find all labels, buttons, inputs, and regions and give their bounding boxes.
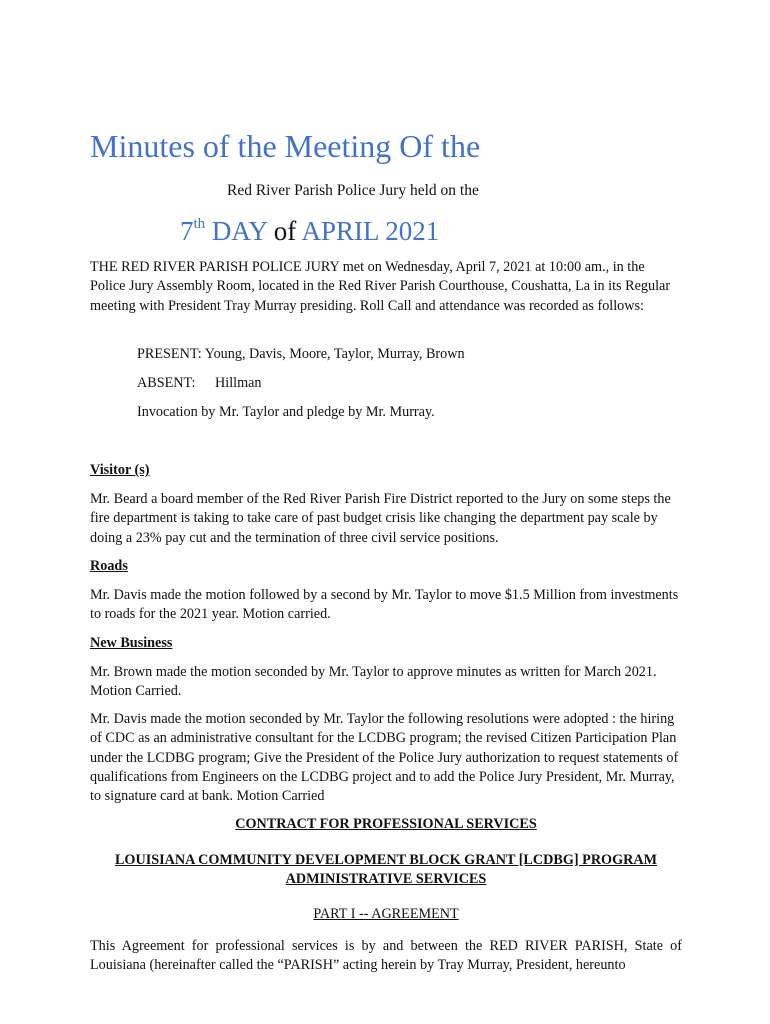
meeting-date bbox=[180, 215, 439, 247]
absent-line bbox=[137, 374, 677, 393]
absent-names: Hillman bbox=[215, 375, 262, 391]
intro-paragraph: THE RED RIVER PARISH POLICE JURY met on Wednesday, April 7, 2021 at 10:00 am., in the Police Jury Assembly Room, located in the Red River Parish Courthouse, Coushatta, La in its Regular meeting with President Tray Murray presiding. Roll Call and attendance was recorded as follows: bbox=[90, 259, 671, 314]
date-day-suffix: th bbox=[193, 216, 206, 232]
roads-paragraph: Mr. Davis made the motion followed by a second by Mr. Taylor to move $1.5 Million from investments to roads for the 2021 year. Motion carried. bbox=[90, 587, 679, 623]
date-month-year: APRIL 2021 bbox=[301, 216, 440, 246]
agreement-paragraph: This Agreement for professional services is by and between the RED RIVER PARISH, State of Louisiana (hereinafter called the “PARISH” acting herein by Tray Murray, President, hereunto bbox=[90, 938, 682, 974]
document-subtitle: Red River Parish Police Jury held on the bbox=[227, 182, 479, 199]
visitor-heading: Visitor (s) bbox=[90, 462, 150, 478]
new-business-paragraph-1: Mr. Brown made the motion seconded by Mr. Taylor to approve minutes as written for March 2021. Motion Carried. bbox=[90, 664, 657, 700]
lcdbg-heading: LOUISIANA COMMUNITY DEVELOPMENT BLOCK GRANT [LCDBG] PROGRAM ADMINISTRATIVE SERVICES bbox=[114, 852, 658, 888]
date-day: 7 bbox=[180, 216, 194, 246]
date-of: of bbox=[273, 216, 297, 246]
absent-label: ABSENT: bbox=[137, 375, 196, 391]
new-business-heading: New Business bbox=[90, 635, 173, 651]
visitor-paragraph: Mr. Beard a board member of the Red River Parish Fire District reported to the Jury on some steps the fire department is taking to take care of past budget crisis like changing the department pay scale by doing a 23% pay cut and the termination of three civil service positions. bbox=[90, 491, 671, 546]
date-day-word: DAY bbox=[211, 216, 267, 246]
new-business-paragraph-2: Mr. Davis made the motion seconded by Mr. Taylor the following resolutions were adopted : the hiring of CDC as an administrative consultant for the LCDBG program; the revised Citizen Participation Plan under the LCDBG program; Give the President of the Police Jury authorization to request statements of qualifications from Engineers on the LCDBG project and to add the Police Jury President, Mr. Murray, to signature card at bank. Motion Carried bbox=[90, 711, 679, 805]
contract-heading: CONTRACT FOR PROFESSIONAL SERVICES bbox=[235, 816, 537, 832]
invocation-line: Invocation by Mr. Taylor and pledge by Mr. Murray. bbox=[137, 404, 435, 420]
roads-heading: Roads bbox=[90, 558, 128, 574]
document-title: Minutes of the Meeting Of the bbox=[90, 128, 481, 164]
part-one-heading: PART I -- AGREEMENT bbox=[313, 906, 459, 922]
present-line: PRESENT: Young, Davis, Moore, Taylor, Murray, Brown bbox=[137, 346, 465, 362]
